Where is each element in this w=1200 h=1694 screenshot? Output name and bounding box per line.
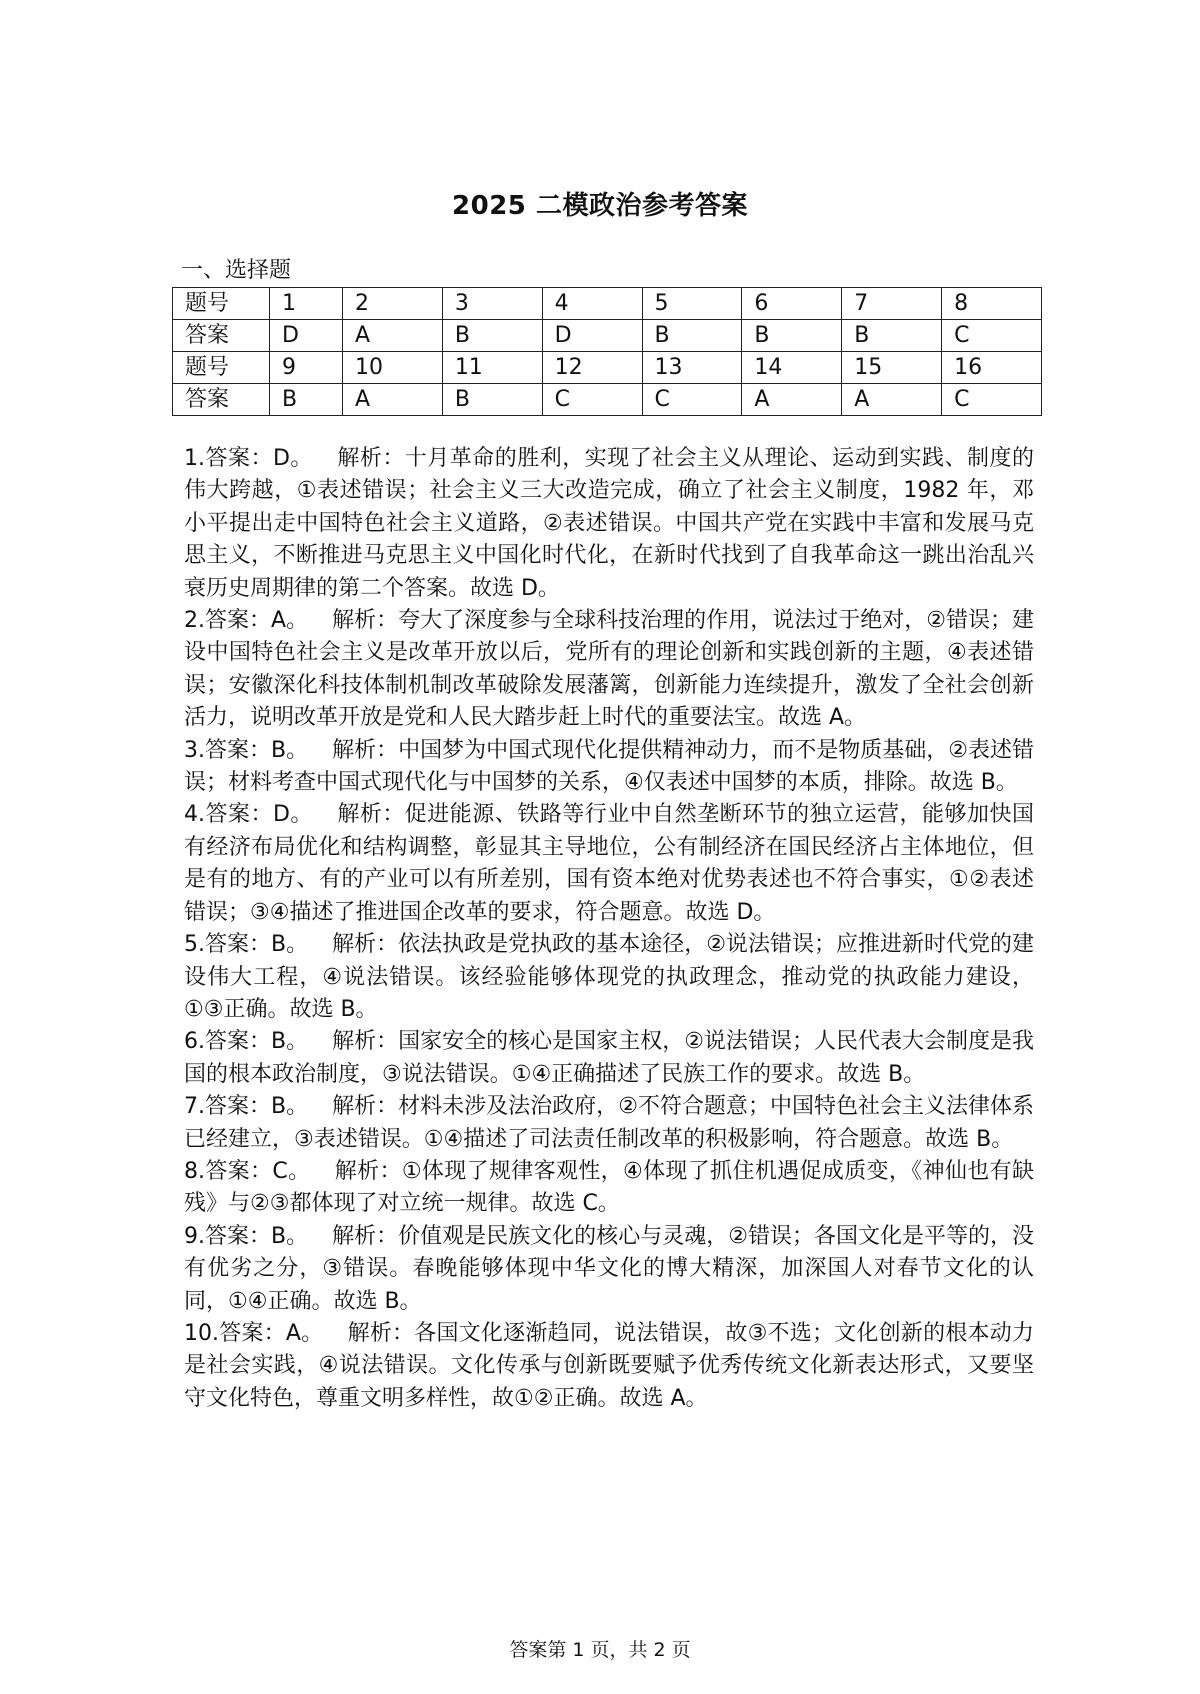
explanation-text: 解析：材料未涉及法治政府，②不符合题意；中国特色社会主义法律体系已经建立，③表述错误。①④描述了司法责任制改革的积极影响，符合题意。故选 B。	[184, 1094, 1034, 1152]
table-cell: C	[942, 384, 1042, 416]
table-cell: 16	[942, 352, 1042, 384]
table-cell: 11	[442, 352, 542, 384]
table-cell: 9	[270, 352, 343, 384]
explanation-text: 解析：①体现了规律客观性，④体现了抓住机遇促成质变，《神仙也有缺残》与②③都体现了对立统一规律。故选 C。	[184, 1158, 1034, 1217]
answer-head: 1.答案：D。	[184, 446, 313, 471]
table-cell: 14	[742, 352, 842, 384]
answer-table	[172, 287, 1042, 416]
table-cell: 6	[742, 288, 842, 320]
answer-head: 4.答案：D。	[184, 802, 313, 828]
table-cell: C	[942, 320, 1042, 352]
table-cell: A	[742, 384, 842, 416]
answer-head: 10.答案：A。	[184, 1320, 324, 1346]
answer-head: 3.答案：B。	[184, 737, 309, 763]
table-cell: 10	[342, 352, 442, 384]
explanation-item	[184, 605, 1034, 735]
explanation-text: 解析：十月革命的胜利，实现了社会主义从理论、运动到实践、制度的伟大跨越，①表述错误；社会主义三大改造完成，确立了社会主义制度，1982 年，邓小平提出走中国特色社会主义道路，②表述错误。中国共产党在实践中丰富和发展马克思主义，不断推进马克思主义中国化时代化，在新时代找到了自我革命这一跳出治乱兴衰历史周期律的第二个答案。故选 D。	[184, 446, 1034, 601]
table-row	[173, 320, 1042, 352]
explanation-item	[184, 1221, 1034, 1318]
table-cell: 5	[642, 288, 742, 320]
table-cell: C	[642, 384, 742, 416]
explanation-item	[184, 1318, 1034, 1415]
explanation-item	[184, 1026, 1034, 1091]
answer-head: 2.答案：A。	[184, 608, 309, 634]
answer-head: 5.答案：B。	[184, 932, 309, 958]
row-label: 答案	[173, 384, 270, 416]
explanation-item	[184, 929, 1034, 1026]
table-cell: D	[542, 320, 642, 352]
table-cell: D	[270, 320, 343, 352]
answer-head: 6.答案：B。	[184, 1029, 309, 1055]
explanation-text: 解析：各国文化逐渐趋同，说法错误，故③不选；文化创新的根本动力是社会实践，④说法错误。文化传承与创新既要赋予优秀传统文化新表达形式，又要坚守文化特色，尊重文明多样性，故①②正确。故选 A。	[184, 1320, 1034, 1411]
answer-head: 9.答案：B。	[184, 1223, 309, 1249]
explanations-section	[184, 443, 1034, 1415]
explanation-text: 解析：夸大了深度参与全球科技治理的作用，说法过于绝对，②错误；建设中国特色社会主义是改革开放以后，党所有的理论创新和实践创新的主题，④表述错误；安徽深化科技体制机制改革破除发展藩篱，创新能力连续提升，激发了全社会创新活力，说明改革开放是党和人民大踏步赶上时代的重要法宝。故选 A。	[184, 608, 1034, 731]
table-cell: 3	[442, 288, 542, 320]
table-cell: A	[842, 384, 942, 416]
page-title: 2025 二模政治参考答案	[452, 191, 748, 221]
table-cell: B	[742, 320, 842, 352]
explanation-text: 解析：中国梦为中国式现代化提供精神动力，而不是物质基础，②表述错误；材料考查中国式现代化与中国梦的关系，④仅表述中国梦的本质，排除。故选 B。	[184, 737, 1034, 796]
explanation-text: 解析：国家安全的核心是国家主权，②说法错误；人民代表大会制度是我国的根本政治制度，③说法错误。①④正确描述了民族工作的要求。故选 B。	[184, 1029, 1034, 1087]
table-cell: C	[542, 384, 642, 416]
table-cell: A	[342, 384, 442, 416]
explanation-item	[184, 1091, 1034, 1156]
explanation-item	[184, 799, 1034, 929]
table-cell: B	[842, 320, 942, 352]
answer-head: 7.答案：B。	[184, 1094, 309, 1120]
table-cell: 2	[342, 288, 442, 320]
answer-head: 8.答案：C。	[184, 1158, 311, 1184]
page-footer: 答案第 1 页，共 2 页	[509, 1639, 691, 1661]
table-row	[173, 352, 1042, 384]
table-cell: B	[270, 384, 343, 416]
table-cell: B	[642, 320, 742, 352]
explanation-item	[184, 735, 1034, 800]
row-label: 题号	[173, 288, 270, 320]
row-label: 答案	[173, 320, 270, 352]
section-heading: 一、选择题	[181, 258, 292, 283]
table-cell: 8	[942, 288, 1042, 320]
explanation-item	[184, 1156, 1034, 1221]
table-row	[173, 384, 1042, 416]
table-cell: 7	[842, 288, 942, 320]
table-cell: B	[442, 320, 542, 352]
table-cell: A	[342, 320, 442, 352]
explanation-text: 解析：依法执政是党执政的基本途径，②说法错误；应推进新时代党的建设伟大工程，④说法错误。该经验能够体现党的执政理念，推动党的执政能力建设，①③正确。故选 B。	[184, 932, 1034, 1022]
row-label: 题号	[173, 352, 270, 384]
table-cell: B	[442, 384, 542, 416]
table-cell: 15	[842, 352, 942, 384]
explanation-text: 解析：促进能源、铁路等行业中自然垄断环节的独立运营，能够加快国有经济布局优化和结构调整，彰显其主导地位，公有制经济在国民经济占主体地位，但是有的地方、有的产业可以有所差别，国有资本绝对优势表述也不符合事实，①②表述错误；③④描述了推进国企改革的要求，符合题意。故选 D。	[184, 802, 1034, 925]
table-cell: 12	[542, 352, 642, 384]
table-cell: 4	[542, 288, 642, 320]
explanation-text: 解析：价值观是民族文化的核心与灵魂，②错误；各国文化是平等的，没有优劣之分，③错误。春晚能够体现中华文化的博大精深，加深国人对春节文化的认同，①④正确。故选 B。	[184, 1223, 1034, 1314]
table-cell: 1	[270, 288, 343, 320]
explanation-item	[184, 443, 1034, 605]
table-row	[173, 288, 1042, 320]
table-cell: 13	[642, 352, 742, 384]
